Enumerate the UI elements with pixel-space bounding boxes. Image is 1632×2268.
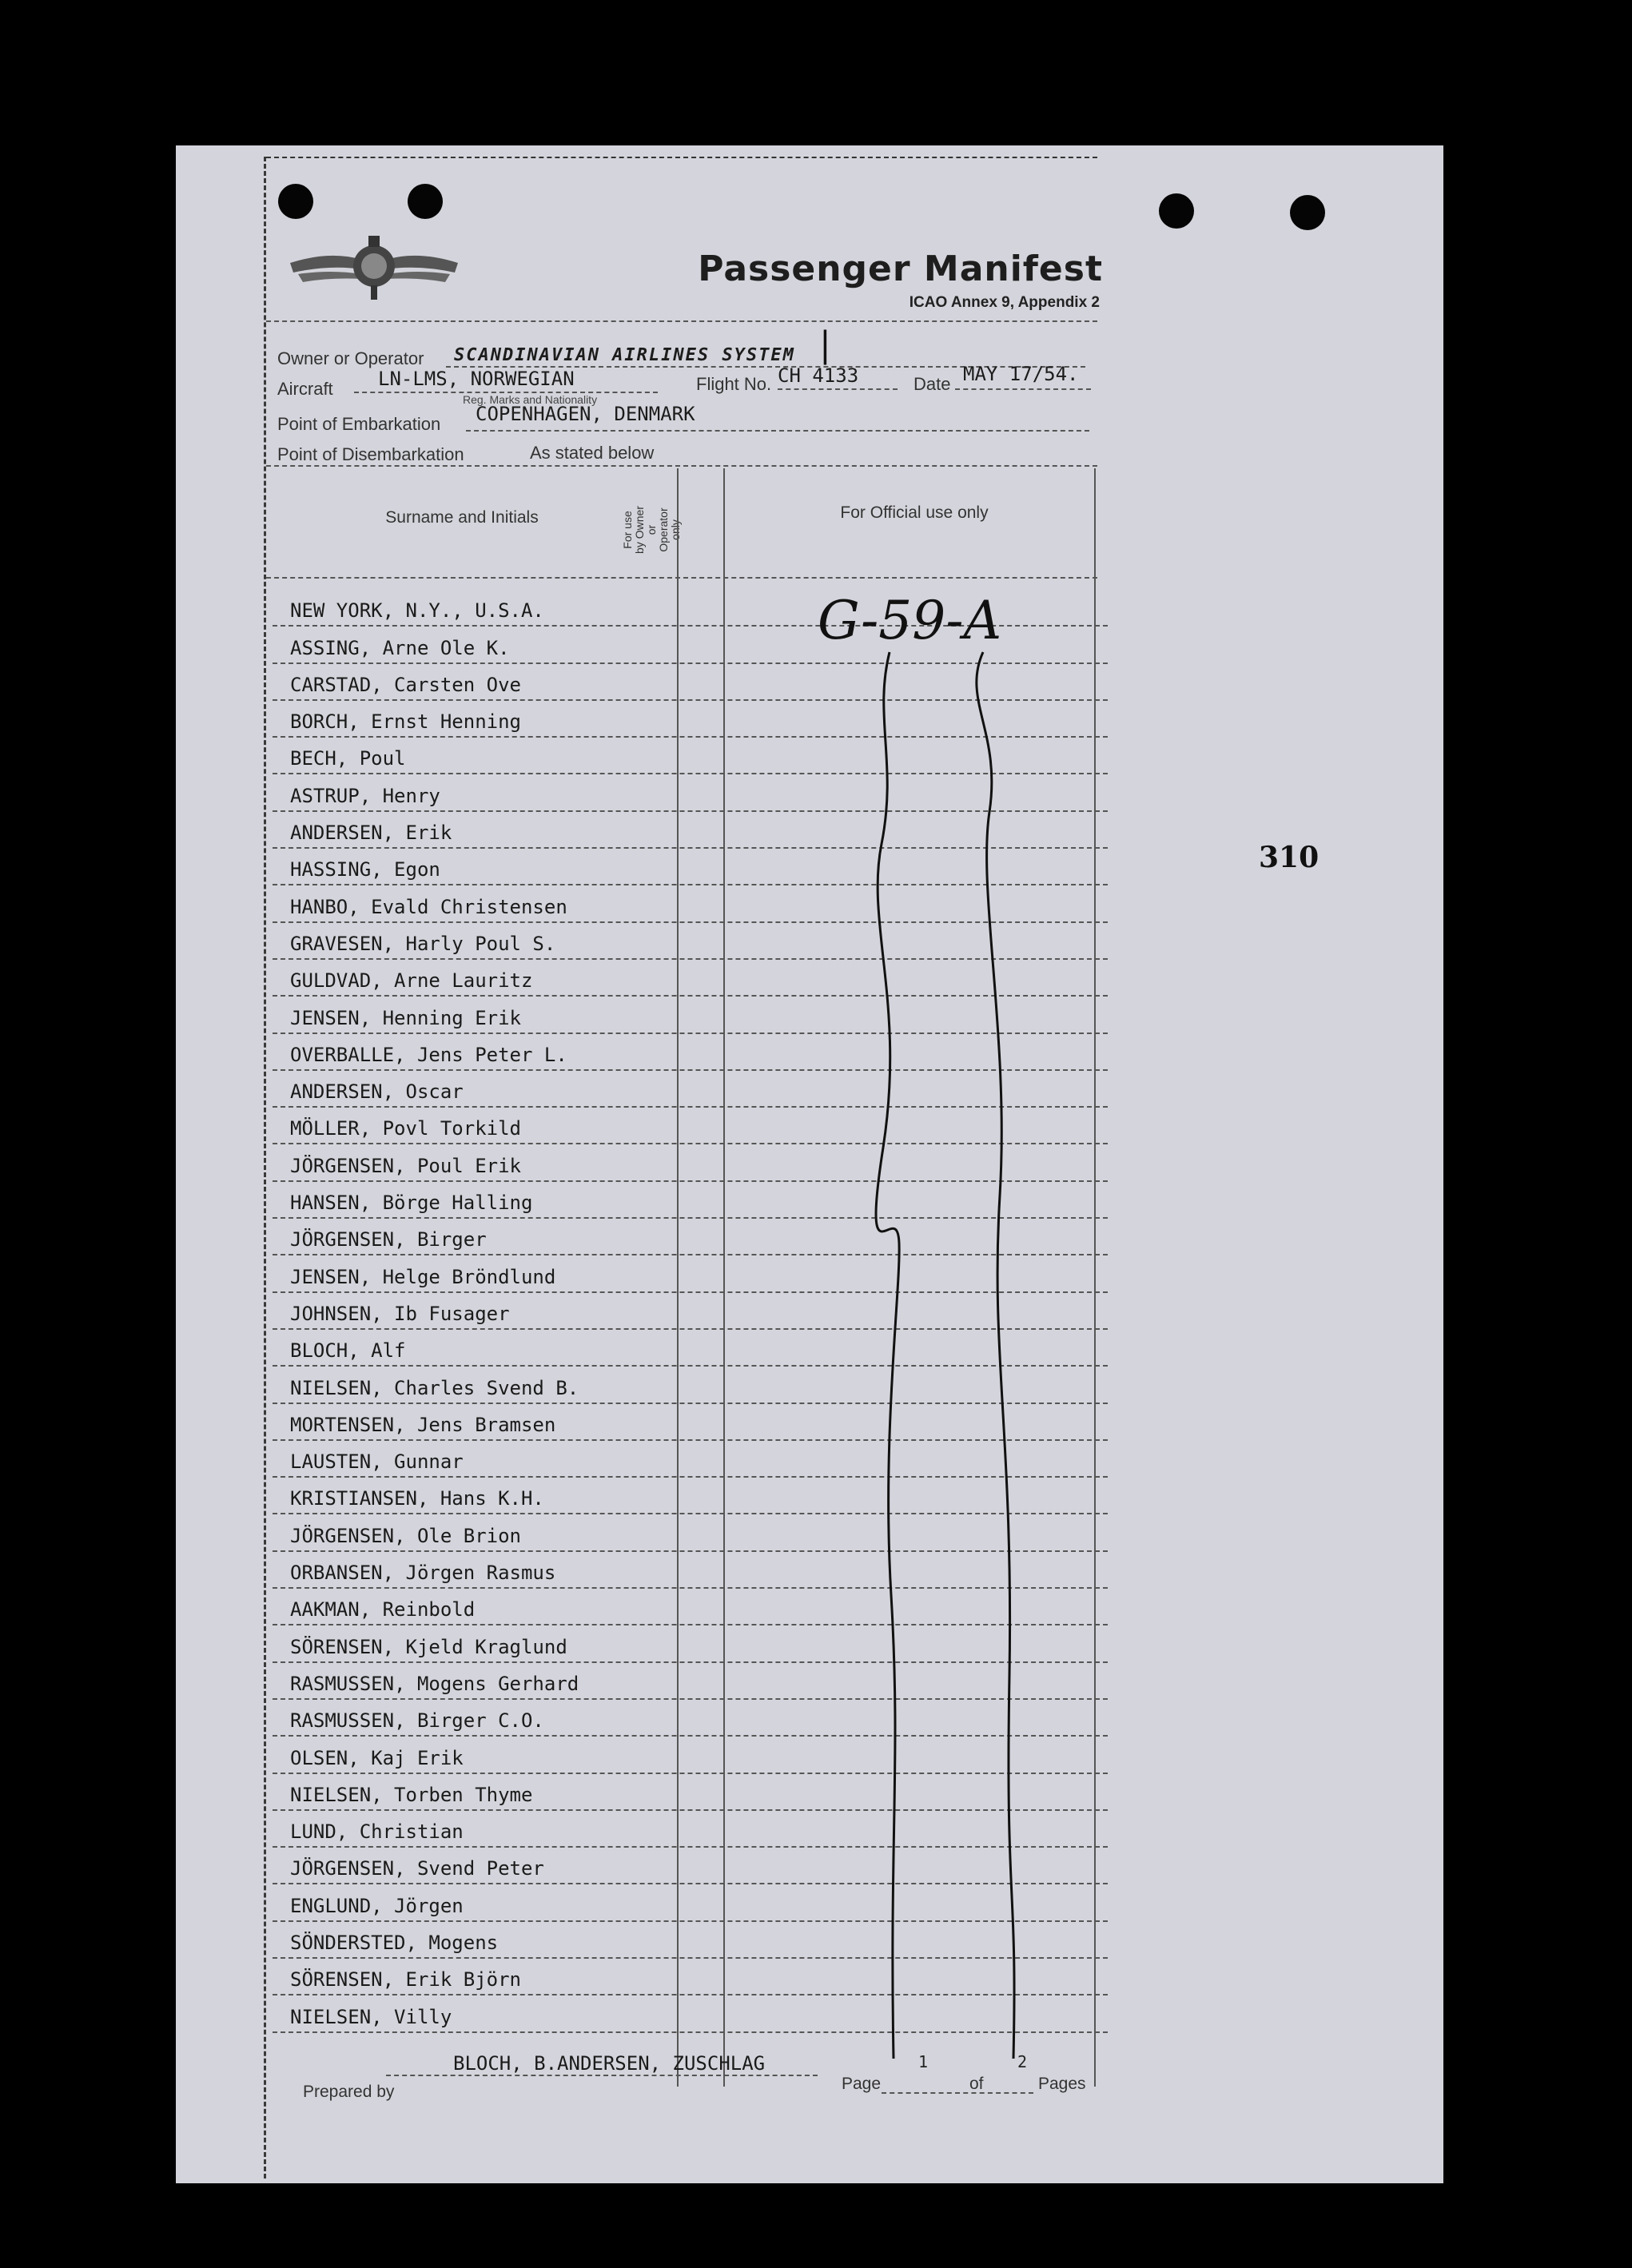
passenger-name: CARSTAD, Carsten Ove (290, 673, 521, 696)
form-subtitle: ICAO Annex 9, Appendix 2 (909, 294, 1100, 311)
column-header-owner-use: For use by Owner or Operator only (621, 506, 682, 554)
passenger-name: RASMUSSEN, Birger C.O. (290, 1709, 544, 1733)
passenger-name: HASSING, Egon (290, 858, 440, 881)
passenger-name: JOHNSEN, Ib Fusager (290, 1302, 510, 1325)
passenger-name: JÖRGENSEN, Ole Brion (290, 1524, 521, 1547)
passenger-name: ANDERSEN, Erik (290, 822, 452, 845)
manifest-sheet (176, 145, 1443, 2183)
passenger-name: ASTRUP, Henry (290, 784, 440, 807)
passenger-name: SÖNDERSTED, Mogens (290, 1931, 499, 1954)
passenger-name: ENGLUND, Jörgen (290, 1894, 464, 1917)
owner-label: Owner or Operator (277, 348, 424, 368)
passenger-name: NIELSEN, Torben Thyme (290, 1783, 533, 1806)
owner-value: SCANDINAVIAN AIRLINES SYSTEM (454, 345, 795, 365)
passenger-name: LUND, Christian (290, 1820, 464, 1844)
aircraft-label: Aircraft (277, 379, 333, 399)
passenger-name: ANDERSEN, Oscar (290, 1080, 464, 1104)
form-title: Passenger Manifest (698, 249, 1103, 289)
prepared-by-label: Prepared by (303, 2083, 395, 2101)
handwritten-code: G-59-A (818, 590, 1002, 651)
archive-stamp-number: 310 (1259, 841, 1320, 874)
passenger-name: JÖRGENSEN, Poul Erik (290, 1154, 521, 1177)
embarkation-label: Point of Embarkation (277, 414, 441, 434)
passenger-name: AAKMAN, Reinbold (290, 1598, 476, 1621)
handwritten-tick: | (819, 324, 831, 365)
passenger-name: NEW YORK, N.Y., U.S.A. (290, 599, 544, 623)
passenger-name: SÖRENSEN, Erik Björn (290, 1968, 521, 1991)
passenger-name: JENSEN, Henning Erik (290, 1006, 521, 1029)
passenger-name: GULDVAD, Arne Lauritz (290, 969, 533, 993)
passenger-name: SÖRENSEN, Kjeld Kraglund (290, 1635, 567, 1658)
manifest-form (264, 157, 1117, 2178)
embarkation-value: COPENHAGEN, DENMARK (476, 403, 695, 425)
flight-label: Flight No. (696, 374, 772, 394)
passenger-name: HANSEN, Börge Halling (290, 1192, 533, 1215)
date-value: MAY 17/54. (963, 363, 1079, 385)
of-label: of (969, 2075, 984, 2093)
passenger-name: JÖRGENSEN, Svend Peter (290, 1857, 544, 1880)
passenger-name: RASMUSSEN, Mogens Gerhard (290, 1672, 579, 1695)
passenger-name: GRAVESEN, Harly Poul S. (290, 932, 556, 955)
column-header-official: For Official use only (840, 503, 989, 522)
passenger-name: MÖLLER, Povl Torkild (290, 1117, 521, 1140)
page-number: 1 (918, 2052, 929, 2071)
punch-hole (1290, 195, 1325, 230)
disembarkation-value: As stated below (530, 443, 655, 463)
passenger-name: OVERBALLE, Jens Peter L. (290, 1043, 567, 1066)
prepared-by-value: BLOCH, B.ANDERSEN, ZUSCHLAG (453, 2052, 766, 2075)
handwritten-vertical-strokes (266, 157, 1117, 2178)
passenger-name: ORBANSEN, Jörgen Rasmus (290, 1562, 556, 1585)
pages-label: Pages (1038, 2075, 1086, 2093)
passenger-name: BECH, Poul (290, 747, 406, 770)
passenger-name: ASSING, Arne Ole K. (290, 636, 510, 659)
passenger-name: JENSEN, Helge Bröndlund (290, 1265, 556, 1288)
passenger-name: NIELSEN, Villy (290, 2005, 452, 2028)
date-label: Date (914, 374, 951, 394)
aircraft-sub-label: Reg. Marks and Nationality (463, 393, 598, 406)
passenger-name: JÖRGENSEN, Birger (290, 1228, 487, 1251)
passenger-name: MORTENSEN, Jens Bramsen (290, 1413, 556, 1436)
passenger-name: BLOCH, Alf (290, 1339, 406, 1363)
passenger-name: HANBO, Evald Christensen (290, 895, 567, 918)
page-count: 2 (1017, 2052, 1028, 2071)
column-header-surname: Surname and Initials (385, 508, 539, 527)
aircraft-value: LN-LMS, NORWEGIAN (378, 368, 575, 390)
flight-value: CH 4133 (778, 364, 859, 387)
passenger-name: LAUSTEN, Gunnar (290, 1450, 464, 1474)
passenger-name: KRISTIANSEN, Hans K.H. (290, 1487, 544, 1510)
page-label: Page (842, 2075, 882, 2093)
punch-hole (1159, 193, 1194, 229)
disembarkation-label: Point of Disembarkation (277, 444, 464, 464)
passenger-name: OLSEN, Kaj Erik (290, 1746, 464, 1769)
passenger-name: NIELSEN, Charles Svend B. (290, 1376, 579, 1399)
passenger-name: BORCH, Ernst Henning (290, 710, 521, 734)
